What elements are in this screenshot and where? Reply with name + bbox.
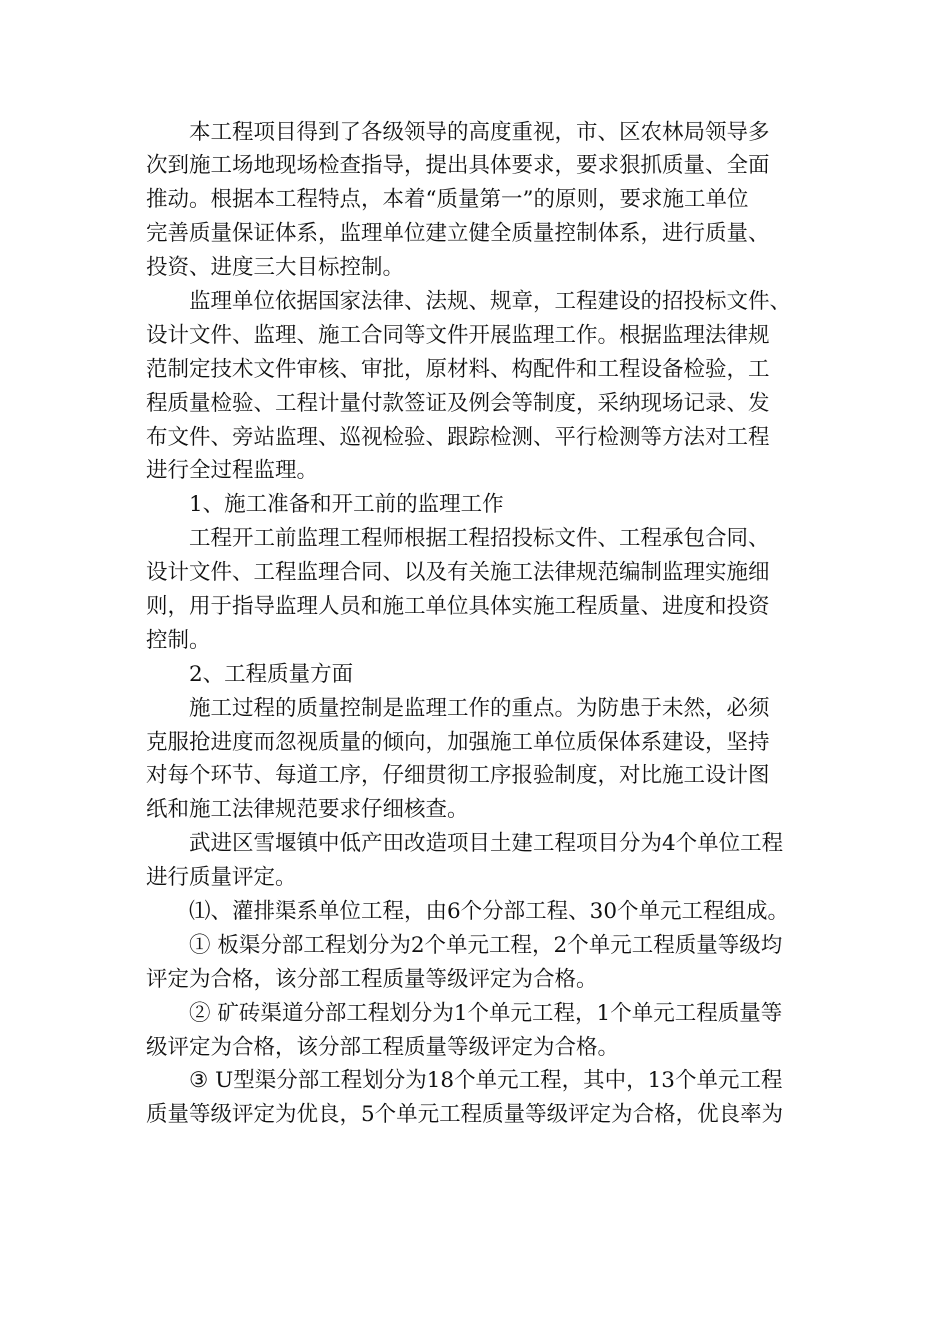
- paragraph-line: 则，用于指导监理人员和施工单位具体实施工程质量、进度和投资: [146, 594, 770, 619]
- paragraph-line: 对每个环节、每道工序，仔细贯彻工序报验制度，对比施工设计图: [146, 763, 770, 788]
- paragraph-line: 武进区雪堰镇中低产田改造项目土建工程项目分为4个单位工程: [189, 831, 784, 856]
- paragraph-line: 完善质量保证体系，监理单位建立健全质量控制体系，进行质量、: [146, 221, 770, 246]
- list-item: ① 板渠分部工程划分为2个单元工程，2个单元工程质量等级均: [189, 933, 783, 958]
- paragraph-line: 施工过程的质量控制是监理工作的重点。为防患于未然，必须: [189, 696, 770, 721]
- paragraph-line: 设计文件、工程监理合同、以及有关施工法律规范编制监理实施细: [146, 560, 770, 585]
- paragraph-line: 控制。: [146, 628, 211, 653]
- list-item: ② 矿砖渠道分部工程划分为1个单元工程，1个单元工程质量等: [189, 1001, 783, 1026]
- paragraph-line: 布文件、旁站监理、巡视检验、跟踪检测、平行检测等方法对工程: [146, 425, 770, 450]
- list-item: ③ U型渠分部工程划分为18个单元工程，其中，13个单元工程: [189, 1068, 783, 1093]
- paragraph-line: 进行全过程监理。: [146, 458, 319, 483]
- paragraph-line: 范制定技术文件审核、审批，原材料、构配件和工程设备检验，工: [146, 357, 770, 382]
- section-heading: 2、工程质量方面: [189, 662, 354, 687]
- paragraph-line: 设计文件、监理、施工合同等文件开展监理工作。根据监理法律规: [146, 323, 770, 348]
- paragraph-line: 推动。根据本工程特点，本着“质量第一”的原则，要求施工单位: [146, 187, 749, 212]
- paragraph-line: 工程开工前监理工程师根据工程招投标文件、工程承包合同、: [189, 526, 770, 551]
- paragraph-line: 纸和施工法律规范要求仔细核查。: [146, 797, 469, 822]
- paragraph-line: 级评定为合格，该分部工程质量等级评定为合格。: [146, 1035, 620, 1060]
- paragraph-line: 次到施工场地现场检查指导，提出具体要求，要求狠抓质量、全面: [146, 153, 770, 178]
- paragraph-line: 质量等级评定为优良，5个单元工程质量等级评定为合格，优良率为: [146, 1102, 784, 1127]
- paragraph-line: 程质量检验、工程计量付款签证及例会等制度，采纳现场记录、发: [146, 391, 770, 416]
- paragraph-line: 克服抢进度而忽视质量的倾向，加强施工单位质保体系建设，坚持: [146, 730, 770, 755]
- list-item: ⑴、灌排渠系单位工程，由6个分部工程、30个单元工程组成。: [189, 899, 790, 924]
- paragraph-line: 投资、进度三大目标控制。: [146, 255, 405, 280]
- section-heading: 1、施工准备和开工前的监理工作: [189, 492, 504, 517]
- paragraph-line: 评定为合格，该分部工程质量等级评定为合格。: [146, 967, 598, 992]
- paragraph-line: 进行质量评定。: [146, 865, 297, 890]
- paragraph-line: 本工程项目得到了各级领导的高度重视，市、区农林局领导多: [189, 120, 770, 145]
- paragraph-line: 监理单位依据国家法律、法规、规章，工程建设的招投标文件、: [189, 289, 792, 314]
